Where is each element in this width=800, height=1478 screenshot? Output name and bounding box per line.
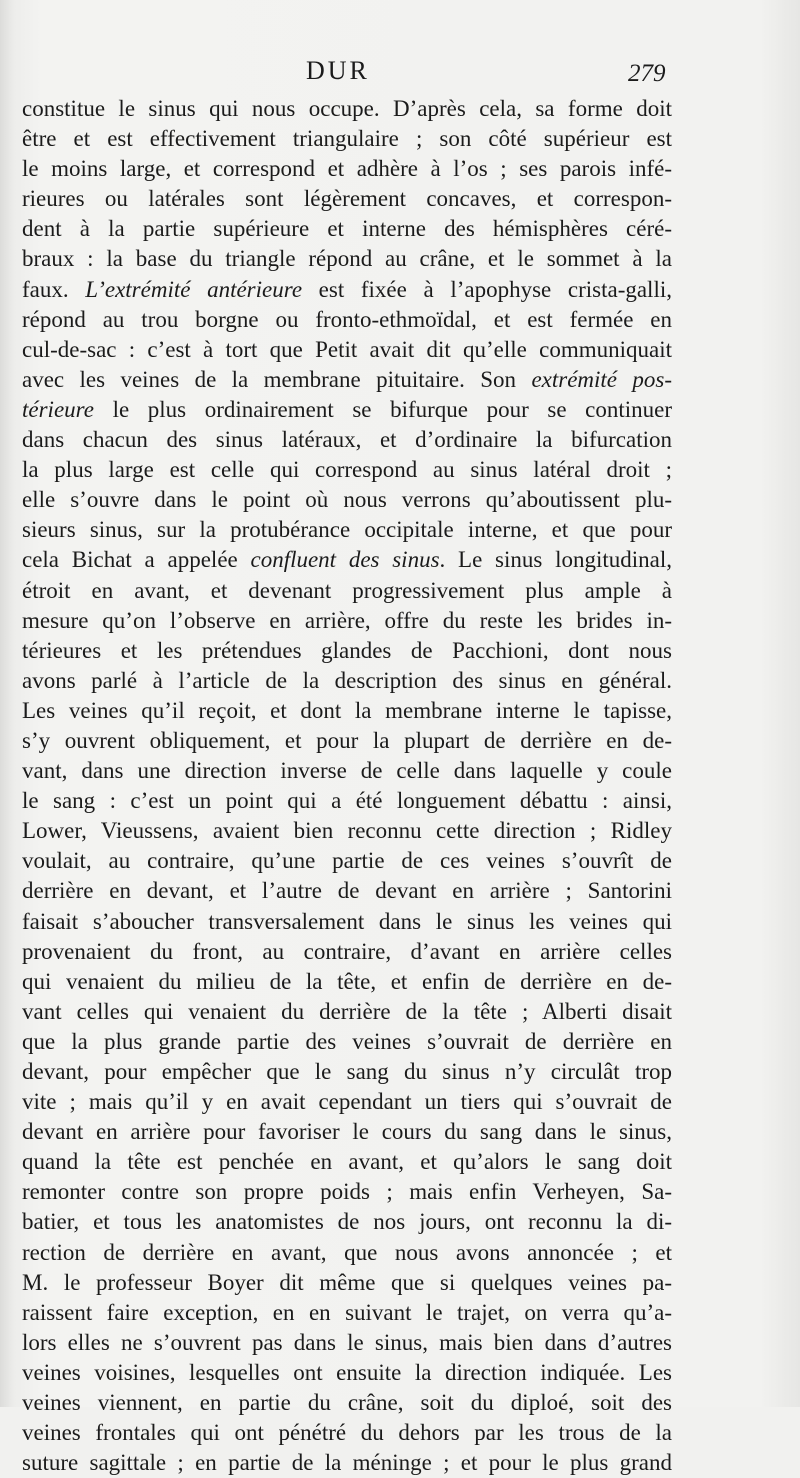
text-run: derrière en devant, et l’autre de devant en arrière ; Santorini xyxy=(22,878,672,904)
text-line xyxy=(22,967,672,997)
text-run: térieures et les prétendues glandes de Pacchioni, dont nous xyxy=(22,637,672,663)
text-line xyxy=(22,425,672,455)
text-line xyxy=(22,275,672,305)
text-run: vite ; mais qu’il y en avait cependant un tiers qui s’ouvrait de xyxy=(22,1089,672,1115)
text-line xyxy=(22,876,672,906)
text-line xyxy=(22,1177,672,1207)
text-line xyxy=(22,455,672,485)
text-line xyxy=(22,1117,672,1147)
text-line xyxy=(22,1328,672,1358)
text-run: cul-de-sac : c’est à tort que Petit avait dit qu’elle communiquait xyxy=(22,336,672,362)
text-run: dent à la partie supérieure et interne des hémisphères céré- xyxy=(22,216,672,242)
text-line xyxy=(22,1207,672,1237)
text-run: elle s’ouvre dans le point où nous verrons qu’aboutissent plu- xyxy=(22,487,672,513)
text-run: cela Bichat a appelée xyxy=(22,547,251,573)
text-run: faux. xyxy=(22,276,86,302)
text-line xyxy=(22,997,672,1027)
text-line xyxy=(22,786,672,816)
text-run: est fixée à l’apophyse crista-galli, xyxy=(302,276,672,302)
italic-run: extrémité pos- xyxy=(531,366,672,392)
text-run: M. le professeur Boyer dit même que si quelques veines pa- xyxy=(22,1269,672,1295)
text-run: devant en arrière pour favoriser le cours du sang dans le sinus, xyxy=(22,1119,672,1145)
text-run: veines viennent, en partie du crâne, soit du diploé, soit des xyxy=(22,1390,672,1416)
italic-run: térieure xyxy=(22,396,94,422)
text-line xyxy=(22,184,672,214)
text-run: braux : la base du triangle répond au crâne, et le sommet à la xyxy=(22,246,672,272)
text-run: mesure qu’on l’observe en arrière, offre du reste les brides in- xyxy=(22,607,672,633)
text-run: constitue le sinus qui nous occupe. D’après cela, sa forme doit xyxy=(22,96,672,121)
text-line xyxy=(22,515,672,545)
running-head: DUR xyxy=(306,56,370,85)
text-line xyxy=(22,1298,672,1328)
text-run: qui venaient du milieu de la tête, et enfin de derrière en de- xyxy=(22,968,672,994)
text-run: rection de derrière en avant, que nous avons annoncée ; et xyxy=(22,1239,672,1265)
text-run: avec les veines de la membrane pituitaire. Son xyxy=(22,366,532,392)
text-run: vant, dans une direction inverse de celle dans laquelle y coule xyxy=(22,758,672,784)
text-run: suture sagittale ; en partie de la méninge ; et pour le plus grand xyxy=(22,1450,672,1476)
text-line xyxy=(22,696,672,726)
text-run: dans chacun des sinus latéraux, et d’ordinaire la bifurcation xyxy=(22,427,672,453)
text-line xyxy=(22,1087,672,1117)
text-line xyxy=(22,1268,672,1298)
text-line xyxy=(22,395,672,425)
text-run: faisait s’aboucher transversalement dans le sinus les veines qui xyxy=(22,908,672,934)
text-run: lors elles ne s’ouvrent pas dans le sinus, mais bien dans d’autres xyxy=(22,1329,672,1355)
text-line xyxy=(22,1057,672,1087)
text-run: le sang : c’est un point qui a été longuement débattu : ainsi, xyxy=(22,788,672,814)
text-run: raissent faire exception, en en suivant le trajet, on verra qu’a- xyxy=(22,1299,672,1325)
text-run: sieurs sinus, sur la protubérance occipitale interne, et que pour xyxy=(22,517,672,543)
text-run: Lower, Vieussens, avaient bien reconnu cette direction ; Ridley xyxy=(22,818,672,844)
text-line xyxy=(22,846,672,876)
text-line xyxy=(22,94,672,124)
text-line xyxy=(22,756,672,786)
text-run: veines voisines, lesquelles ont ensuite la direction indiquée. Les xyxy=(22,1359,672,1385)
text-line xyxy=(22,576,672,606)
text-run: répond au trou borgne ou fronto-ethmoïdal, et est fermée en xyxy=(22,306,672,332)
text-line xyxy=(22,124,672,154)
text-run: remonter contre son propre poids ; mais enfin Verheyen, Sa- xyxy=(22,1179,672,1205)
text-line xyxy=(22,816,672,846)
text-run: avons parlé à l’article de la description des sinus en général. xyxy=(22,667,672,693)
text-run: étroit en avant, et devenant progressivement plus ample à xyxy=(22,577,672,603)
text-line xyxy=(22,1388,672,1418)
text-line xyxy=(22,214,672,244)
text-run: provenaient du front, au contraire, d’avant en arrière celles xyxy=(22,938,672,964)
text-line xyxy=(22,365,672,395)
text-line xyxy=(22,726,672,756)
text-line xyxy=(22,666,672,696)
italic-run: confluent des sinus xyxy=(250,547,440,573)
text-line xyxy=(22,606,672,636)
text-line xyxy=(22,937,672,967)
text-run: devant, pour empêcher que le sang du sinus n’y circulât trop xyxy=(22,1059,672,1084)
text-run: que la plus grande partie des veines s’ouvrait de derrière en xyxy=(22,1028,672,1054)
text-run: batier, et tous les anatomistes de nos jours, ont reconnu la di- xyxy=(22,1209,672,1235)
text-line xyxy=(22,244,672,274)
text-line xyxy=(22,485,672,515)
text-line xyxy=(22,1147,672,1177)
text-run: la plus large est celle qui correspond au sinus latéral droit ; xyxy=(22,457,672,483)
text-run: le moins large, et correspond et adhère à l’os ; ses parois infé- xyxy=(22,156,672,182)
text-line xyxy=(22,305,672,335)
text-run: quand la tête est penchée en avant, et qu’alors le sang doit xyxy=(22,1149,672,1175)
italic-run: L’extrémité antérieure xyxy=(85,276,303,302)
text-run: Les veines qu’il reçoit, et dont la membrane interne le tapisse, xyxy=(22,697,672,723)
text-run: veines frontales qui ont pénétré du dehors par les trous de la xyxy=(22,1420,672,1446)
text-line xyxy=(22,1027,672,1057)
body-paragraph xyxy=(22,94,672,1478)
text-line xyxy=(22,907,672,937)
page-header xyxy=(0,56,800,92)
text-run: le plus ordinairement se bifurque pour se continuer xyxy=(93,396,672,422)
text-run: . Le sinus longitudinal, xyxy=(439,547,672,573)
page-number: 279 xyxy=(628,60,666,87)
text-line xyxy=(22,1418,672,1448)
text-line xyxy=(22,1448,672,1478)
text-line xyxy=(22,545,672,575)
text-line xyxy=(22,1358,672,1388)
text-run: voulait, au contraire, qu’une partie de ces veines s’ouvrît de xyxy=(22,848,672,874)
text-run: s’y ouvrent obliquement, et pour la plupart de derrière en de- xyxy=(22,727,672,753)
text-run: être et est effectivement triangulaire ; son côté supérieur est xyxy=(22,126,672,152)
text-line xyxy=(22,335,672,365)
text-line xyxy=(22,636,672,666)
text-run: vant celles qui venaient du derrière de la tête ; Alberti disait xyxy=(22,998,672,1024)
text-run: rieures ou latérales sont légèrement concaves, et correspon- xyxy=(22,186,672,212)
text-line xyxy=(22,154,672,184)
text-line xyxy=(22,1238,672,1268)
